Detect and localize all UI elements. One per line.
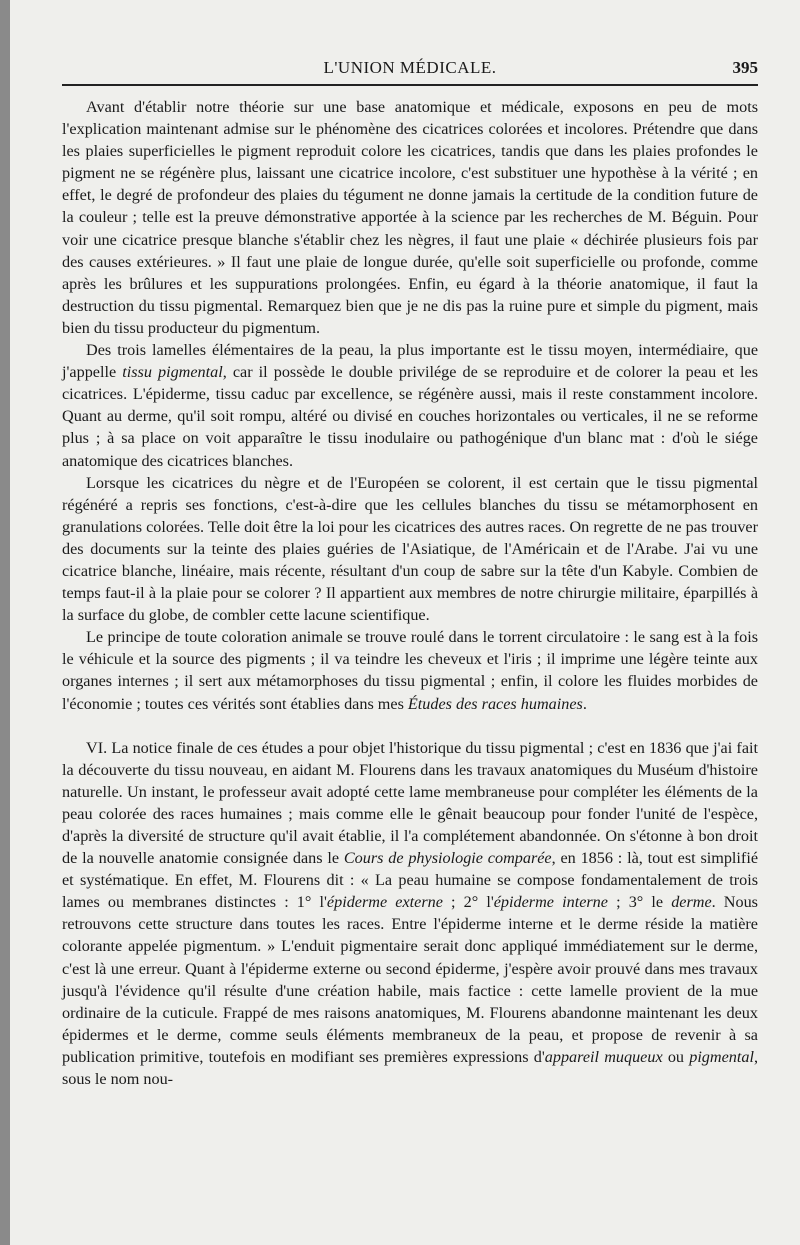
section-paragraph: VI. La notice finale de ces études a pour objet l'historique du tissu pigmental ; c'est en 1836 que j'ai fait la découverte du tissu nouveau, en aidant M. Flourens dans les travaux anatomiques du Muséum d'histoire naturelle. Un instant, le professeur avait adopté cette lame membraneuse pour compléter les éléments de la peau colorée des races humaines ; mais comme elle le gênait beaucoup pour fonder l'unité de l'espèce, d'après la diversité de structure qu'il avait établie, il l'a complétement abandonnée. On s'étonne à bon droit de la nouvelle anatomie consignée dans le Cours de physiologie comparée, en 1856 : là, tout est simplifié et systématique. En effet, M. Flourens dit : « La peau humaine se compose fondamentalement de trois lames ou membranes distinctes : 1° l'épiderme externe ; 2° l'épiderme interne ; 3° le derme. Nous retrouvons cette structure dans toutes les races. Entre l'épiderme interne et le derme réside la matière colorante appelée pigmentum. » L'enduit pigmentaire serait donc appliqué immédiatement sur le derme, c'est là une erreur. Quant à l'épiderme externe ou second épiderme, j'espère avoir prouvé dans mes travaux jusqu'à l'évidence qu'il résulte d'une création habile, mais factice : cette lamelle provient de la mue ordinaire de la cuticule. Frappé de mes raisons anatomiques, M. Flourens abandonne maintenant les deux épidermes et le derme, comme seuls éléments membraneux de la peau, et propose de revenir à sa publication primitive, toutefois en modifiant ses premières expressions d'appareil muqueux ou pigmental, sous le nom nou- [62, 738, 759, 1089]
page-header [62, 58, 758, 86]
running-title: L'UNION MÉDICALE. [323, 58, 497, 77]
paragraph: Le principe de toute coloration animale se trouve roulé dans le torrent circulatoire : le sang est à la fois le véhicule et la source des pigments ; il va teindre les cheveux et l'iris ; il imprime une légère teinte aux organes internes ; il sert aux métamorphoses du tissu pigmental ; enfin, il colore les fluides morbides de l'économie ; toutes ces vérités sont établies dans mes Études des races humaines. [62, 628, 758, 713]
paragraph: Avant d'établir notre théorie sur une base anatomique et médicale, exposons en peu de mots l'explication maintenant admise sur le phénomène des cicatrices colorées et incolores. Prétendre que dans les plaies superficielles le pigment reproduit colore les cicatrices, tandis que dans les plaies profondes le pigment ne se régénère plus, laissant une cicatrice incolore, c'est substituer une hypothèse à la vérité ; en effet, le degré de profondeur des plaies du tégument ne donne jamais la certitude de la condition future de la couleur ; telle est la preuve démonstrative apportée à la science par les recherches de M. Béguin. Pour voir une cicatrice presque blanche s'établir chez les nègres, il faut une plaie « déchirée plusieurs fois par des causes extérieures. » Il faut une plaie de longue durée, qu'elle soit superficielle ou profonde, comme après les brûlures et les suppurations prolongées. Enfin, eu égard à la théorie anatomique, il faut la destruction du tissu pigmental. Remarquez bien que je ne dis pas la ruine pure et simple du pigment, mais bien du tissu producteur du pigmentum. [62, 98, 758, 337]
paragraph: Des trois lamelles élémentaires de la peau, la plus importante est le tissu moyen, intermédiaire, que j'appelle tissu pigmental, car il possède le double privilége de se reproduire et de colorer la peau et les cicatrices. L'épiderme, tissu caduc par excellence, se régénère aussi, mais il reste constamment incolore. Quant au derme, qu'il soit rompu, altéré ou divisé en couches horizontales ou verticales, il ne se reforme plus ; à sa place on voit apparaître le tissu inodulaire ou pathogénique d'un blanc mat : d'où le siége anatomique des cicatrices blanches. [62, 341, 758, 470]
page-number: 395 [732, 58, 758, 77]
paragraph: Lorsque les cicatrices du nègre et de l'Européen se colorent, il est certain que le tissu pigmental régénéré a repris ses fonctions, c'est-à-dire que les cellules blanches du tissu se métamorphosent en granulations colorées. Telle doit être la loi pour les cicatrices des autres races. On regrette de ne pas trouver des documents sur la teinte des plaies guéries de l'Asiatique, de l'Américain et de l'Arabe. J'ai vu une cicatrice blanche, linéaire, mais récente, résultant d'un coup de sabre sur la tête d'un Kabyle. Combien de temps faut-il à la plaie pour se colorer ? Il appartient aux membres de notre chirurgie militaire, éparpillés à la surface du globe, de combler cette lacune scientifique. [62, 473, 758, 625]
body-text [62, 96, 758, 1090]
document-page [10, 0, 800, 1245]
